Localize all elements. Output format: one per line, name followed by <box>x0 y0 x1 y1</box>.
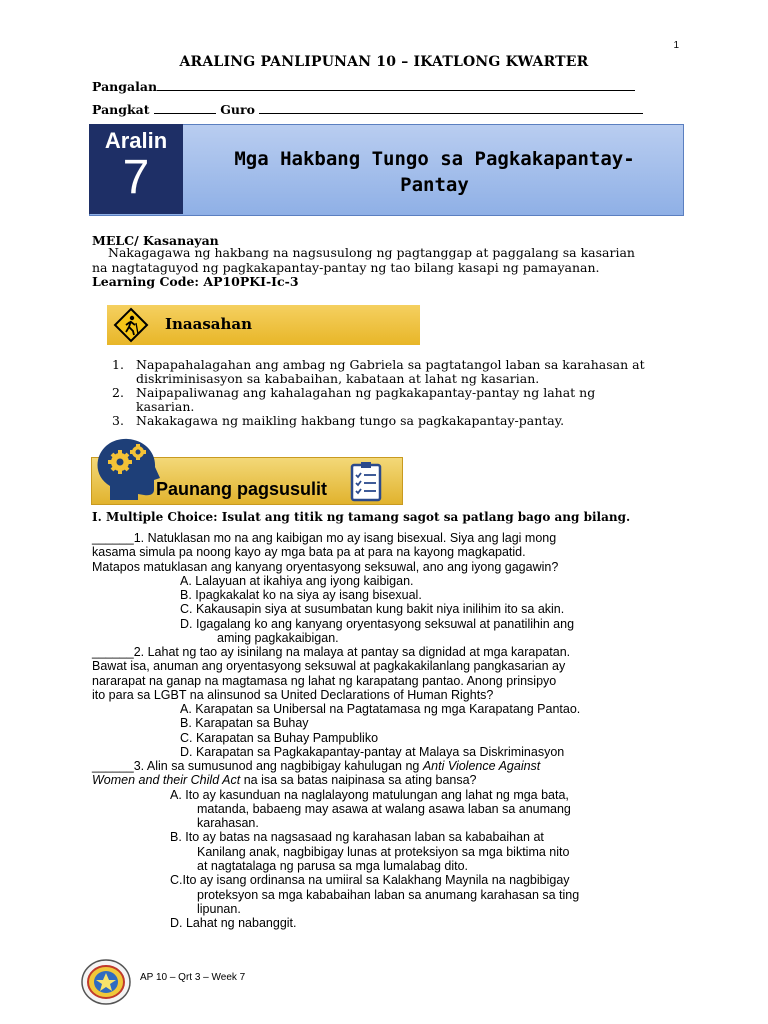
list-item: 2. Naipapaliwanag ang kahalagahan ng pagkakapantay-pantay ng lahat ng kasarian. <box>112 385 596 414</box>
q2-line3: nararapat na ganap na magtamasa ng lahat ng karapatang pantao. Anong prinsipyo <box>92 673 557 688</box>
question-3: ______3. Alin sa sumusunod ang nagbibigay kahulugan ng Anti Violence Against Women and their Child Act na isa sa batas naipinasa sa ating bansa? A. Ito ay kasunduan na naglalayong matulungan ang lahat ng mga bata, matanda, babaeng may asawa at walang asawa laban sa anumang karahasan. B. Ito ay batas na nagsasaad ng karahasan laban sa kababaihan at Kanilang anak, nagbibigay lunas at proteksiyon sa mga biktima nito at nagtatalaga ng parusa sa mga lumalabag dito. C.Ito ay isang ordinansa na umiiral sa Kalakhang Maynila na nagbibigay proteksyon sa mga kababaihan laban sa anumang karahasan sa ting lipunan. D. Lahat ng nabanggit. <box>92 759 682 931</box>
q2-line4: ito para sa LGBT na alinsunod sa United Declarations of Human Rights? <box>92 687 494 702</box>
q3-option-b: B. Ito ay batas na nagsasaad ng karahasan laban sa kababaihan at <box>170 830 544 845</box>
q1-option-d: D. Igagalang ko ang kanyang oryentasyong seksuwal at panatilihin ang <box>180 616 575 631</box>
q1-line2: kasama simula pa noong kayo ay mga bata pa at para na kayong magkapatid. <box>92 545 526 560</box>
q1-option-d-cont: aming pagkakaibigan. <box>217 631 339 646</box>
list-item: 3. Nakakagawa ng maikling hakbang tungo sa pagkakapantay-pantay. <box>112 413 565 428</box>
footer-text: AP 10 – Qrt 3 – Week 7 <box>140 972 246 983</box>
name-label: Pangalan <box>92 79 158 94</box>
lesson-number-box <box>89 124 183 214</box>
list-item: 1. Napapahalagahan ang ambag ng Gabriela sa pagtatangol laban sa karahasan at diskriminisasyon sa kababaihan, kabataan at lahat ng kasarian. <box>112 357 645 386</box>
q2-option-d: D. Karapatan sa Pagkakapantay-pantay at Malaya sa Diskriminasyon <box>180 745 565 760</box>
q1-option-c: C. Kakausapin siya at susumbatan kung bakit niya inilihim ito sa akin. <box>180 602 565 617</box>
inaasahan-banner <box>107 305 420 345</box>
lesson-title <box>192 146 677 198</box>
teacher-line <box>259 102 643 114</box>
multiple-choice-instructions: I. Multiple Choice: Isulat ang titik ng tamang sagot sa patlang bago ang bilang. <box>92 510 631 524</box>
lesson-title-line2: Pantay <box>400 174 469 196</box>
question-1 <box>92 531 682 645</box>
lesson-label: Aralin <box>104 128 168 153</box>
q2-line1: ______2. Lahat ng tao ay isinilang na malaya at pantay sa dignidad at mga karapatan. <box>92 645 571 659</box>
lesson-title-line1: Mga Hakbang Tungo sa Pagkakapantay- <box>234 148 635 170</box>
q2-option-b: B. Karapatan sa Buhay <box>180 716 309 731</box>
q3-line2: Women and their Child Act na isa sa batas naipinasa sa ating bansa? <box>92 773 477 788</box>
objectives-list <box>110 358 690 428</box>
name-line <box>157 79 635 91</box>
melc-heading: MELC/ Kasanayan <box>92 233 219 248</box>
q1-line3: Matapos matuklasan ang kanyang oryentasyong seksuwal, ano ang iyong gagawin? <box>92 559 559 574</box>
learning-code: Learning Code: AP10PKI-Ic-3 <box>92 274 299 289</box>
hiker-warning-icon <box>113 307 149 343</box>
melc-text <box>92 246 682 290</box>
q2-line2: Bawat isa, anuman ang oryentasyong seksuwal at pagkakakilanlang pangkasarian ay <box>92 659 566 674</box>
question-2 <box>92 645 682 759</box>
melc-line2: na nagtataguyod ng pagkakapantay-pantay ng tao bilang kasapi ng pamayanan. <box>92 259 600 275</box>
lesson-number: 7 <box>122 151 150 204</box>
melc-line1: Nakagagawa ng hakbang na nagsusulong ng pagtanggap at paggalang sa kasarian <box>108 245 635 260</box>
document-title: ARALING PANLIPUNAN 10 – IKATLONG KWARTER <box>179 54 589 70</box>
q1-line1: ______1. Natuklasan mo na ang kaibigan mo ay isang bisexual. Siya ang lagi mong <box>92 531 557 545</box>
checklist-icon <box>350 462 382 502</box>
q3-option-d: D. Lahat ng nabanggit. <box>170 916 297 931</box>
division-seal-logo <box>80 958 132 1006</box>
head-gears-icon <box>92 434 162 504</box>
paunang-label: Paunang pagsusulit <box>156 479 328 499</box>
q1-option-a: A. Lalayuan at ikahiya ang iyong kaibigan. <box>180 573 414 588</box>
q2-option-c: C. Karapatan sa Buhay Pampubliko <box>180 730 379 745</box>
inaasahan-label: Inaasahan <box>165 315 253 333</box>
name-field <box>92 79 635 94</box>
q3-line1: ______3. Alin sa sumusunod ang nagbibigay kahulugan ng Anti Violence Against <box>92 759 541 773</box>
section-teacher-field <box>92 102 643 117</box>
page-number: 1 <box>673 40 679 51</box>
section-label: Pangkat <box>92 102 150 117</box>
teacher-label: Guro <box>220 102 255 117</box>
q3-option-a: A. Ito ay kasunduan na naglalayong matulungan ang lahat ng mga bata, <box>170 787 569 802</box>
section-line <box>154 102 216 114</box>
q2-option-a: A. Karapatan sa Unibersal na Pagtatamasa ng mga Karapatang Pantao. <box>180 702 581 717</box>
q1-option-b: B. Ipagkakalat ko na siya ay isang bisexual. <box>180 588 422 603</box>
q3-option-c: C.Ito ay isang ordinansa na umiiral sa Kalakhang Maynila na nagbibigay <box>170 873 570 888</box>
